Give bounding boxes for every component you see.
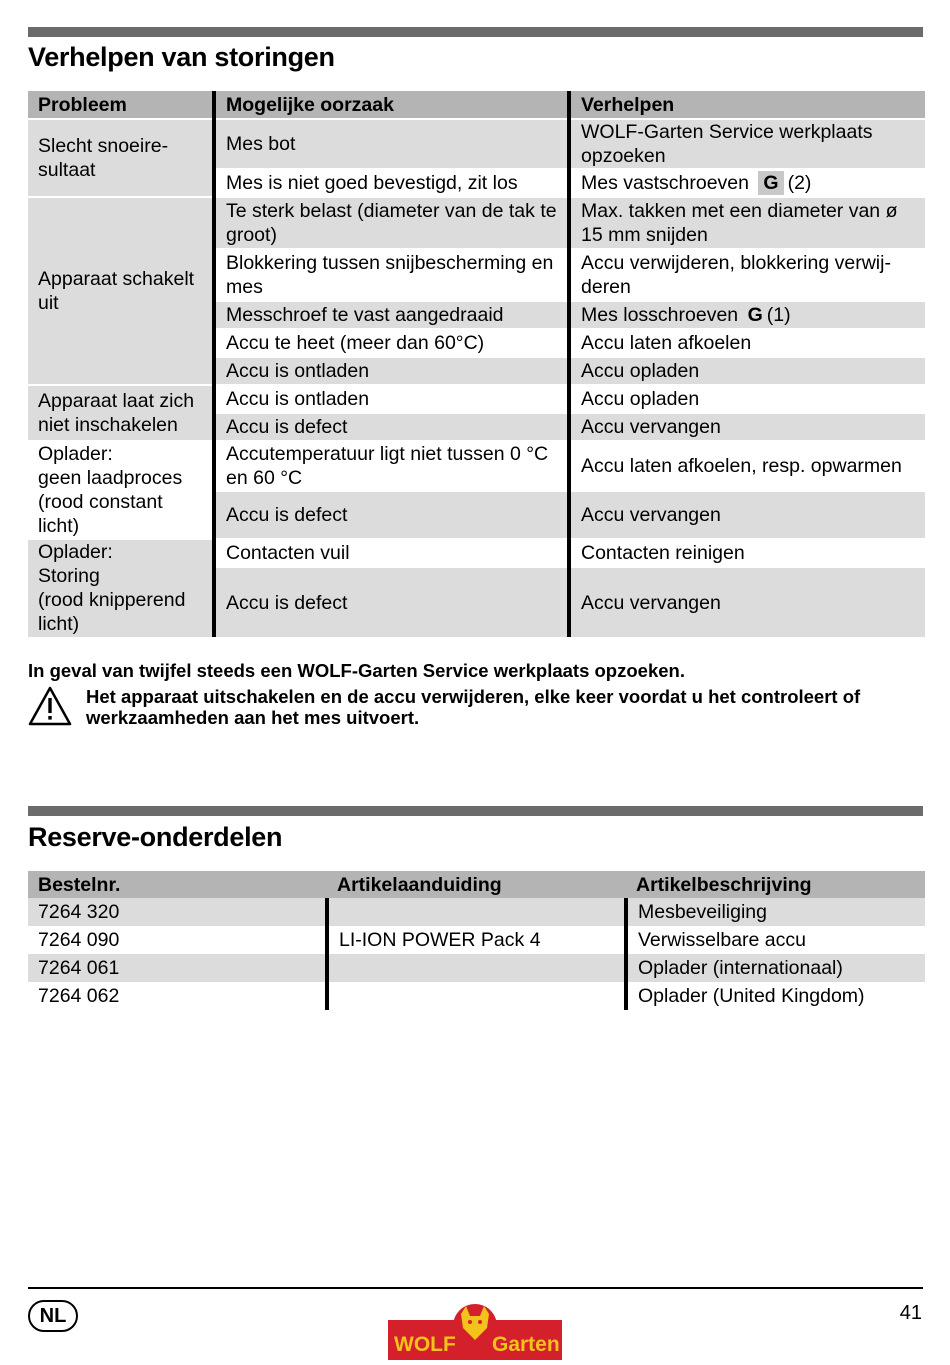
fix-cell: Accu opladen [569, 385, 925, 413]
fix-cell: Mes losschroeven G (1) [569, 301, 925, 329]
warning-text: Het apparaat uitschakelen en de accu verwijderen, elke keer voordat u het controleert of werkzaamheden aan het mes uitvoert. [86, 686, 861, 728]
fix-cell: Accu vervangen [569, 413, 925, 441]
article-description: Oplader (internationaal) [626, 954, 925, 982]
problem-cell: Oplader: Storing (rood knipperend licht) [28, 539, 214, 637]
cause-cell: Accu is ontladen [214, 357, 569, 385]
logo-text-right: Garten [492, 1333, 560, 1356]
logo-text-left: WOLF [394, 1333, 456, 1356]
fix-cell: Accu opladen [569, 357, 925, 385]
fix-cell: Mes vastschroeven G (2) [569, 169, 925, 197]
section-divider-top [28, 27, 923, 37]
cause-cell: Messchroef te vast aangedraaid [214, 301, 569, 329]
header-order-number: Bestelnr. [28, 871, 327, 898]
cause-cell: Accu is ontladen [214, 385, 569, 413]
table-row [28, 898, 925, 926]
article-name [327, 954, 626, 982]
fix-cell: Max. takken met een diameter van ø 15 mm snijden [569, 197, 925, 249]
footer-rule [28, 1287, 923, 1289]
troubleshooting-table [28, 91, 925, 637]
cause-cell: Contacten vuil [214, 539, 569, 567]
fix-cell: WOLF-Garten Service werkplaats opzoeken [569, 119, 925, 169]
fix-cell: Accu vervangen [569, 491, 925, 539]
fix-cell: Accu verwijderen, blokkering verwij-deren [569, 249, 925, 301]
cause-cell: Accutemperatuur ligt niet tussen 0 °C en 60 °C [214, 441, 569, 491]
article-description: Verwisselbare accu [626, 926, 925, 954]
cause-cell: Te sterk belast (diameter van de tak te groot) [214, 197, 569, 249]
warning-block [28, 686, 923, 728]
page-number: 41 [899, 1302, 922, 1324]
article-description: Mesbeveiliging [626, 898, 925, 926]
fix-cell: Accu laten afkoelen [569, 329, 925, 357]
article-description: Oplader (United Kingdom) [626, 982, 925, 1010]
spare-parts-table [28, 871, 925, 1010]
order-number: 7264 061 [28, 954, 327, 982]
problem-cell: Oplader: geen laadproces (rood constant licht) [28, 441, 214, 539]
table-row [28, 982, 925, 1010]
header-fix: Verhelpen [569, 91, 925, 119]
header-cause: Mogelijke oorzaak [214, 91, 569, 119]
fix-cell: Contacten reinigen [569, 539, 925, 567]
warning-triangle-icon [28, 686, 72, 726]
fix-cell: Accu laten afkoelen, resp. opwarmen [569, 441, 925, 491]
section-title-spare-parts: Reserve-onderdelen [28, 822, 283, 852]
header-article-name: Artikelaanduiding [327, 871, 626, 898]
section-divider-parts [28, 806, 923, 816]
table-row [28, 926, 925, 954]
cause-cell: Accu is defect [214, 491, 569, 539]
wolf-garten-logo [388, 1304, 562, 1360]
figure-ref-badge: G [758, 171, 783, 195]
order-number: 7264 320 [28, 898, 327, 926]
problem-cell: Apparaat laat zich niet inschakelen [28, 385, 214, 441]
fix-cell: Accu vervangen [569, 567, 925, 637]
cause-cell: Accu te heet (meer dan 60°C) [214, 329, 569, 357]
cause-cell: Accu is defect [214, 413, 569, 441]
cause-cell: Mes is niet goed bevestigd, zit los [214, 169, 569, 197]
article-name [327, 898, 626, 926]
cause-cell: Mes bot [214, 119, 569, 169]
doubt-note: In geval van twijfel steeds een WOLF-Garten Service werkplaats opzoeken. [28, 660, 685, 681]
problem-cell: Slecht snoeire- sultaat [28, 119, 214, 197]
article-name [327, 982, 626, 1010]
header-problem: Probleem [28, 91, 214, 119]
table-row [28, 954, 925, 982]
figure-ref-badge: G [747, 304, 763, 326]
problem-cell: Apparaat schakelt uit [28, 197, 214, 385]
header-article-description: Artikelbeschrijving [626, 871, 925, 898]
article-name: LI-ION POWER Pack 4 [327, 926, 626, 954]
language-badge: NL [28, 1300, 78, 1332]
section-title-troubleshooting: Verhelpen van storingen [28, 42, 335, 72]
order-number: 7264 090 [38, 929, 120, 951]
cause-cell: Blokkering tussen snijbescherming en mes [214, 249, 569, 301]
cause-cell: Accu is defect [214, 567, 569, 637]
order-number: 7264 062 [38, 985, 120, 1007]
